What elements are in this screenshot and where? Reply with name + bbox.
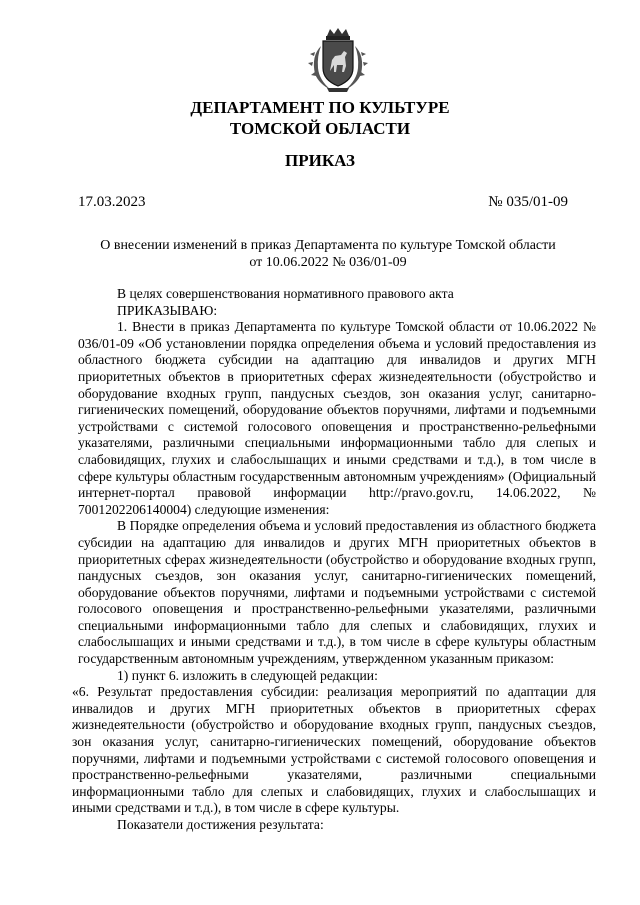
coat-of-arms-icon bbox=[303, 26, 373, 96]
document-subject bbox=[90, 237, 566, 271]
document-number: № 035/01-09 bbox=[488, 194, 568, 210]
paragraph-order: ПРИКАЗЫВАЮ: bbox=[117, 302, 218, 318]
paragraph-item-1: 1. Внести в приказ Департамента по культуре Томской области от 10.06.2022 № 036/01-09 «Об установлении порядка определения объема и условий предоставления из областного бюджета субсидии на адаптацию для инвалидов и других МГН приоритетных объектов в приоритетных сферах жизнедеятельности (обустройство и оборудование входных групп, пандусных съездов, зон оказания услуг, санитарно-гигиенических помещений, оборудование объектов поручнями, лифтами и подъемными устройствами с системой голосового оповещения и пространственно-рельефными указателями, различными специальными информационными табло для слепых и слабовидящих, глухих и слабослышащих и иными средствами и т.д.), в том числе в сфере культуры областным государственным автономным учреждениям» (Официальный интернет-портал правовой информации http://pravo.gov.ru, 14.06.2022, № 7001202206140004) следующие изменения: bbox=[78, 319, 596, 517]
paragraph-purpose: В целях совершенствования нормативного правового акта bbox=[117, 286, 454, 301]
document-body bbox=[72, 286, 596, 834]
subject-line1: О внесении изменений в приказ Департамента по культуре Томской области bbox=[100, 238, 556, 253]
paragraph-indicators: Показатели достижения результата: bbox=[117, 817, 324, 832]
paragraph-quote-item-6: «6. Результат предоставления субсидии: реализация мероприятий по адаптации для инвалидов и других МГН приоритетных объектов в приоритетных сферах жизнедеятельности (обустройство и оборудование входных групп, пандусных съездов, зон оказания услуг, санитарно-гигиенических помещений, оборудование объектов поручнями, лифтами и подъемными устройствами с системой голосового оповещения и пространственно-рельефными указателями, различными специальными информационными табло для слепых и слабовидящих, глухих и слабослышащих и иными средствами и т.д.), в том числе в сфере культуры. bbox=[72, 684, 596, 816]
document-date: 17.03.2023 bbox=[78, 194, 146, 210]
paragraph-subitem-1: 1) пункт 6. изложить в следующей редакции: bbox=[117, 667, 378, 683]
organization-name-line2: ТОМСКОЙ ОБЛАСТИ bbox=[229, 119, 411, 138]
organization-name-line1: ДЕПАРТАМЕНТ ПО КУЛЬТУРЕ bbox=[190, 98, 450, 117]
document-type: ПРИКАЗ bbox=[285, 151, 355, 170]
subject-line2: от 10.06.2022 № 036/01-09 bbox=[249, 255, 407, 270]
paragraph-procedure: В Порядке определения объема и условий предоставления из областного бюджета субсидии на адаптацию для инвалидов и других МГН приоритетных объектов в приоритетных сферах жизнедеятельности (обустройство и оборудование входных групп, пандусных съездов, зон оказания услуг, санитарно-гигиенических помещений, оборудование объектов поручнями, лифтами и подъемными устройствами с системой голосового оповещения и пространственно-рельефными указателями, различными специальными информационными табло для слепых и слабовидящих, глухих и слабослышащих и иными средствами и т.д.), в том числе в сфере культуры областным государственным автономным учреждениям, утвержденном указанным приказом: bbox=[78, 518, 596, 667]
